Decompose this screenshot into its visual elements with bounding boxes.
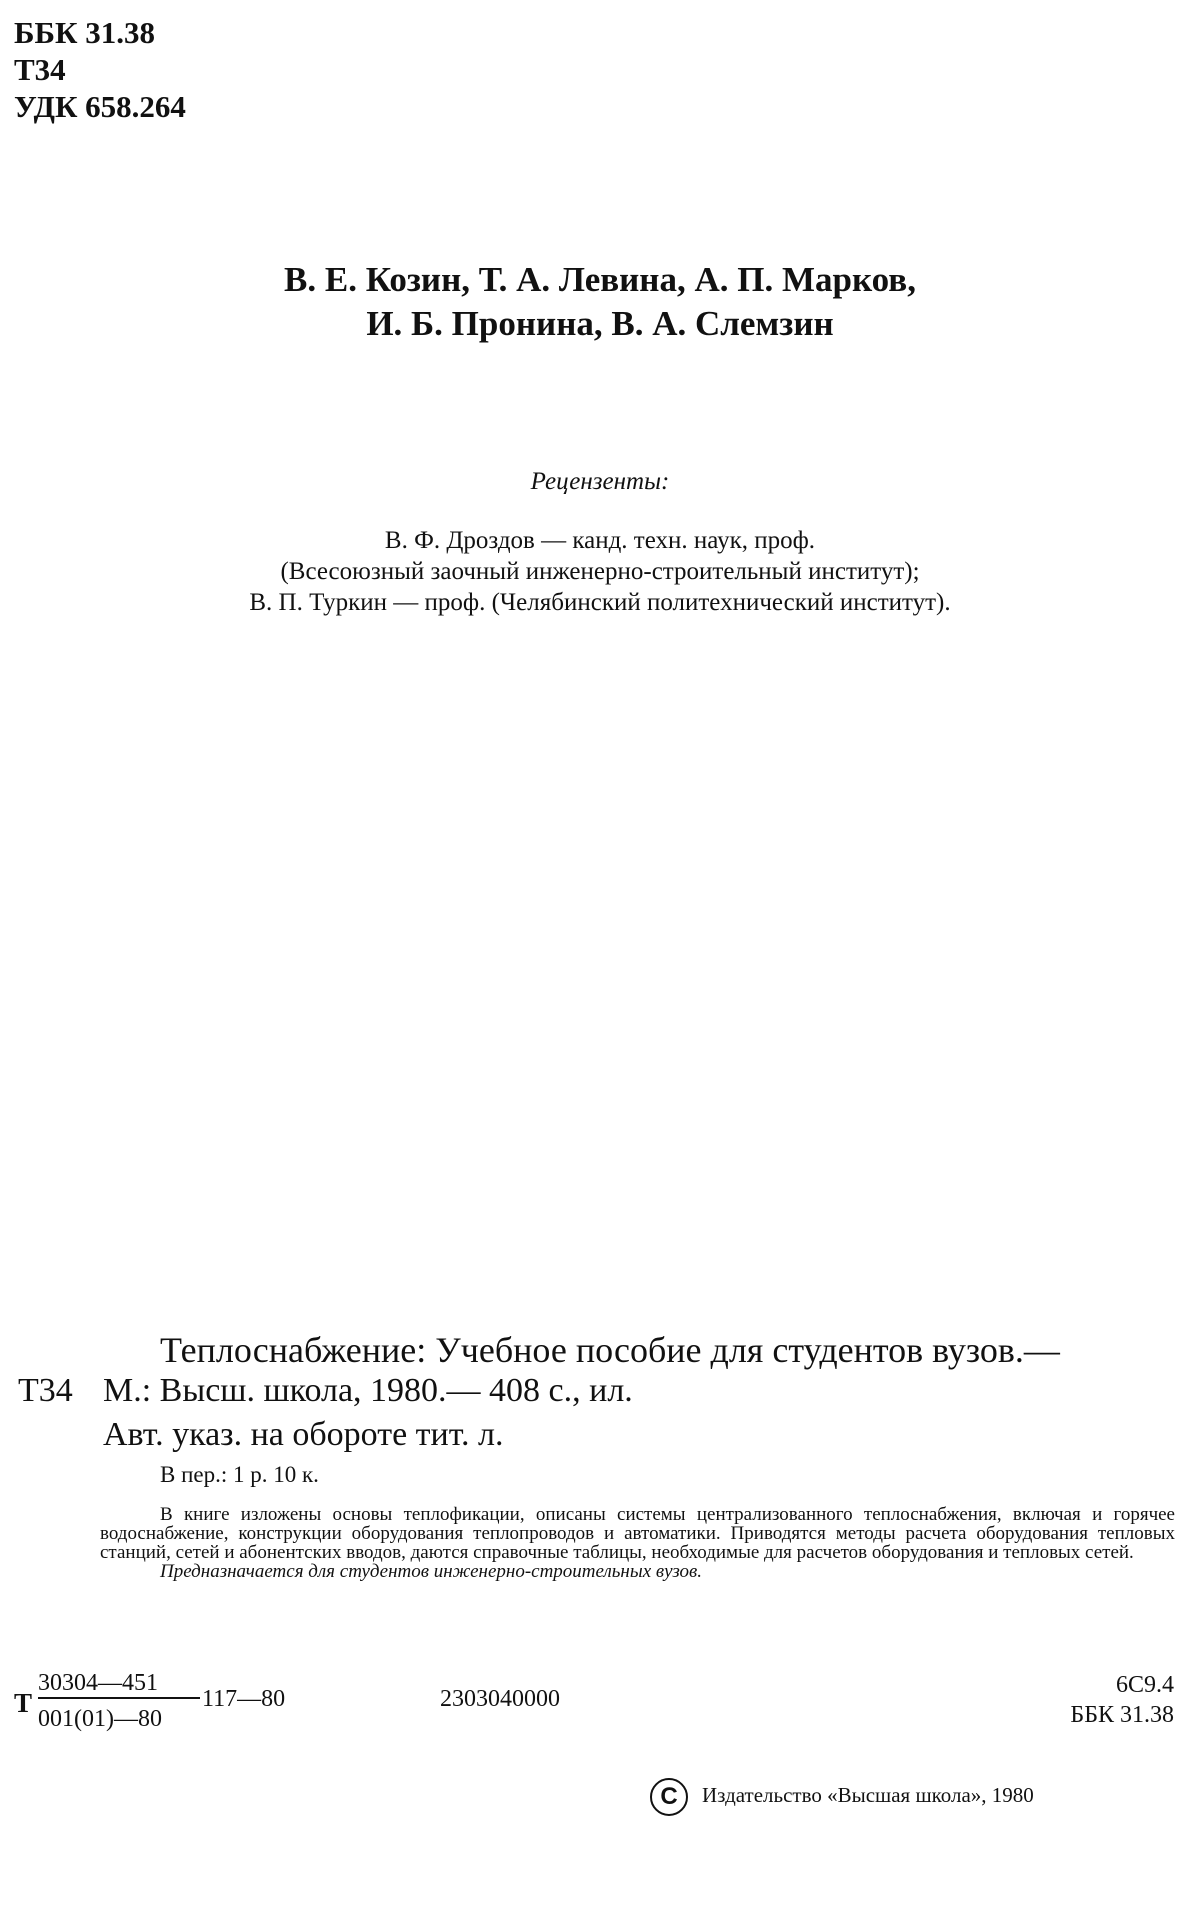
abstract bbox=[100, 1505, 1175, 1581]
price: В пер.: 1 р. 10 к. bbox=[160, 1462, 319, 1487]
abstract-audience: Предназначается для студентов инженерно-строительных вузов. bbox=[160, 1561, 702, 1582]
authors-line-2: И. Б. Пронина, В. А. Слемзин bbox=[366, 304, 834, 343]
class-suffix: 117—80 bbox=[202, 1686, 286, 1712]
copyright bbox=[650, 1778, 1034, 1816]
class-right-line-2: ББК 31.38 bbox=[1070, 1702, 1174, 1728]
bbk-code: ББК 31.38 bbox=[14, 15, 155, 50]
bibliographic-title: Теплоснабжение: Учебное пособие для студентов вузов.— bbox=[160, 1330, 1060, 1370]
class-right bbox=[1070, 1670, 1174, 1730]
reviewer-line-3: В. П. Туркин — проф. (Челябинский политехнический институт). bbox=[249, 589, 951, 616]
bibliographic-imprint: М.: Высш. школа, 1980.— 408 с., ил. bbox=[103, 1372, 633, 1409]
fraction-line bbox=[38, 1697, 200, 1699]
bibliographic-code: Т34 bbox=[18, 1372, 73, 1409]
author-mark: Т34 bbox=[14, 52, 66, 87]
class-prefix: Т bbox=[14, 1688, 33, 1718]
authors-line-1: В. Е. Козин, Т. А. Левина, А. П. Марков, bbox=[284, 260, 916, 299]
udk-code: УДК 658.264 bbox=[14, 89, 186, 124]
class-numerator: 30304—451 bbox=[38, 1670, 158, 1696]
reviewers-list bbox=[0, 525, 1200, 618]
reviewer-line-1: В. Ф. Дроздов — канд. техн. наук, проф. bbox=[384, 527, 816, 554]
classification-codes bbox=[14, 14, 186, 125]
reviewer-line-2: (Всесоюзный заочный инженерно-строительный институт); bbox=[280, 558, 920, 585]
copyright-text: Издательство «Высшая школа», 1980 bbox=[702, 1782, 1034, 1807]
copyright-icon: С bbox=[650, 1778, 688, 1816]
reviewers-heading: Рецензенты: bbox=[530, 468, 670, 495]
abstract-text: В книге изложены основы теплофикации, описаны системы централизованного теплоснабжения, включая и горячее водоснабжение, конструкции оборудования теплопроводов и автоматики. Приводятся методы расчета оборудования тепловых станций, сетей и абонентских вводов, даются справочные таблицы, необходимые для расчетов оборудования и тепловых сетей. bbox=[100, 1504, 1175, 1563]
class-right-line-1: 6С9.4 bbox=[1115, 1672, 1174, 1698]
authors bbox=[0, 258, 1200, 346]
class-denominator: 001(01)—80 bbox=[38, 1706, 162, 1732]
isbn-code: 2303040000 bbox=[440, 1686, 560, 1712]
bibliographic-note: Авт. указ. на обороте тит. л. bbox=[103, 1416, 504, 1453]
